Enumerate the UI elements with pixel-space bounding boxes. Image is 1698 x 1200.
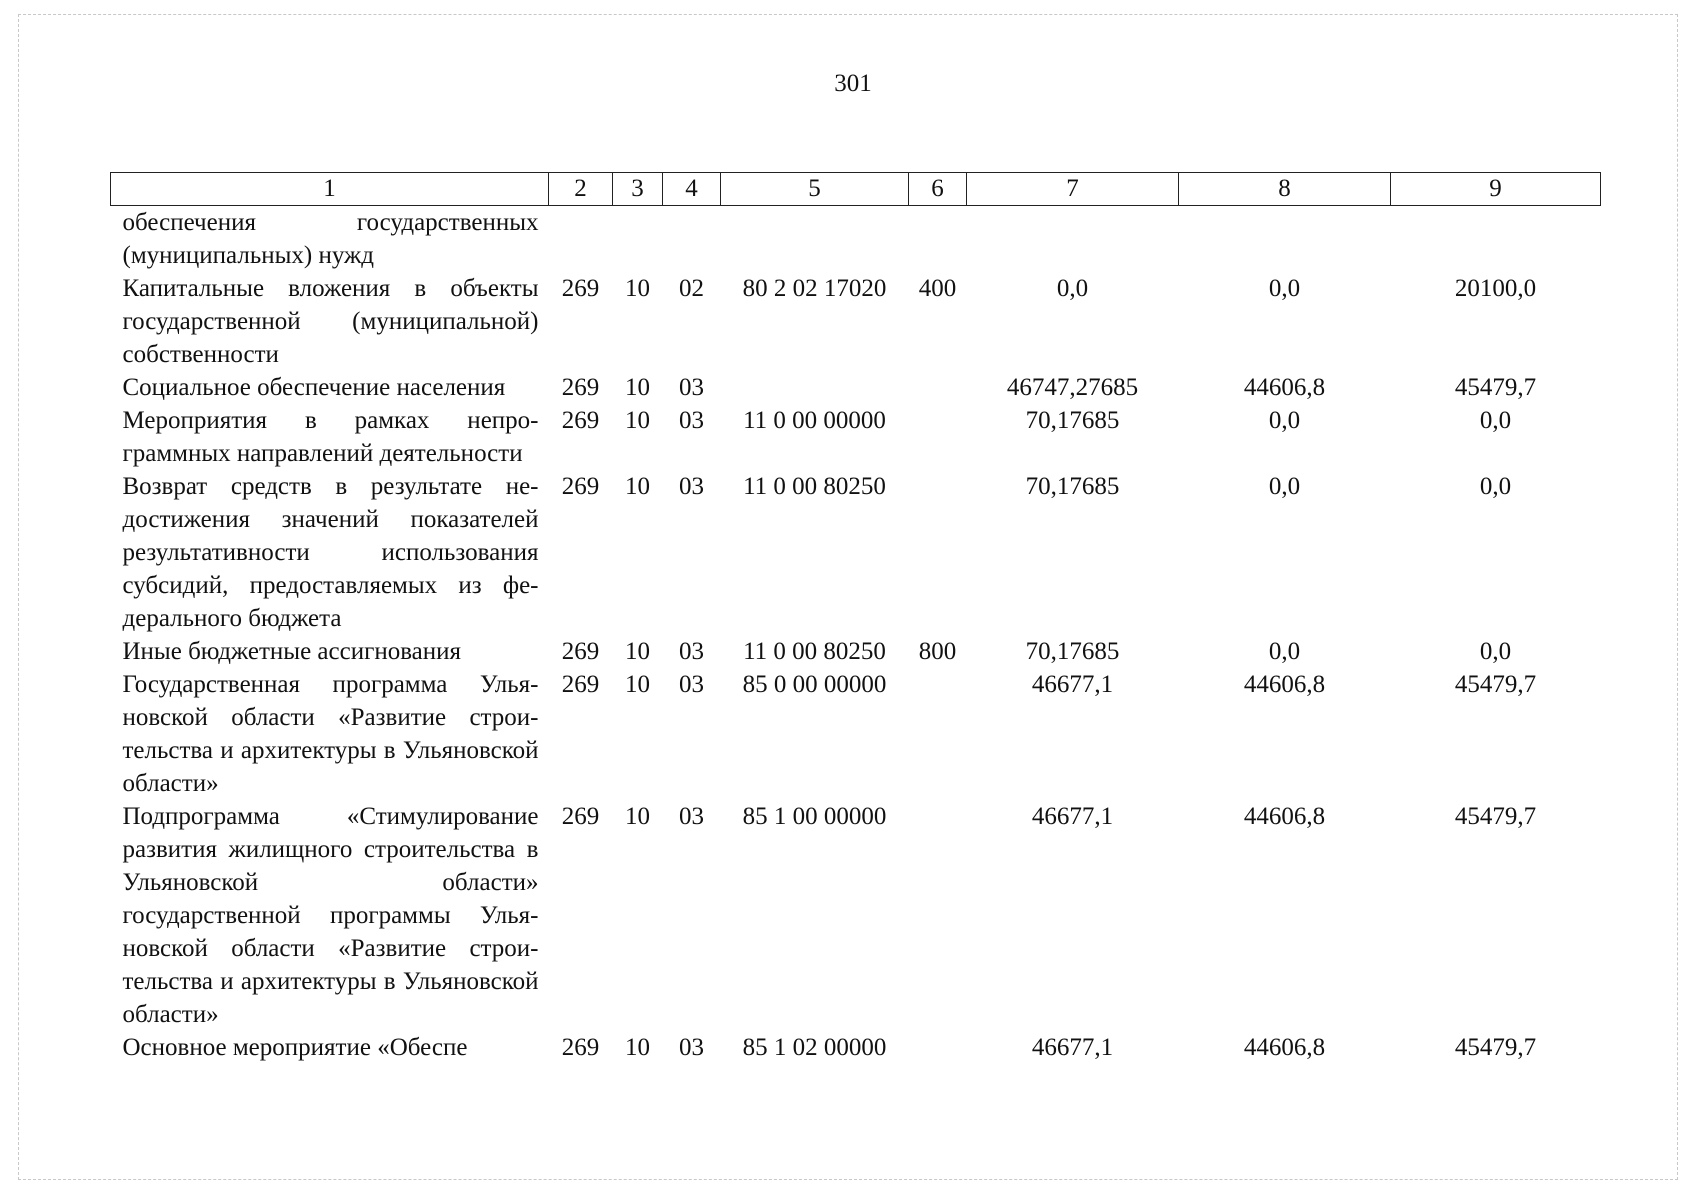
amount-col-8: 0,0 [1268, 473, 1301, 500]
subsection: 03 [679, 374, 704, 401]
expense-type [909, 800, 967, 1031]
amount-col-8: 44606,8 [1243, 374, 1326, 401]
table-row [111, 371, 1601, 404]
row-name: Подпрограмма «Стимулирование развития жилищного строительства в Ульяновской области» государственной программы Ульяновской области «Развитие строительства и архитектуры в Ульяновской области» [122, 803, 539, 1028]
budget-code: 269 [561, 638, 600, 665]
table-row [111, 470, 1601, 635]
table-row [111, 1031, 1601, 1064]
target-article [721, 206, 909, 273]
page-number: 301 [834, 70, 872, 97]
header-col-7: 7 [967, 173, 1179, 206]
row-name: Иные бюджетные ассигнования [122, 638, 462, 665]
target-article: 85 1 00 00000 [742, 803, 887, 830]
amount-col-9: 0,0 [1479, 638, 1512, 665]
header-col-1: 1 [111, 173, 549, 206]
expense-type [909, 404, 967, 470]
amount-col-8 [1179, 206, 1391, 273]
target-article: 85 0 00 00000 [742, 671, 887, 698]
amount-col-8: 44606,8 [1243, 671, 1326, 698]
header-col-6: 6 [909, 173, 967, 206]
section: 10 [625, 803, 650, 830]
amount-col-7: 70,17685 [1025, 473, 1120, 500]
section: 10 [625, 638, 650, 665]
header-col-2: 2 [549, 173, 613, 206]
amount-col-8: 44606,8 [1243, 1034, 1326, 1061]
amount-col-7: 46677,1 [1031, 1034, 1114, 1061]
table-row [111, 206, 1601, 273]
amount-col-8: 0,0 [1268, 407, 1301, 434]
amount-col-7: 0,0 [1056, 275, 1089, 302]
budget-code: 269 [561, 407, 600, 434]
subsection: 03 [679, 638, 704, 665]
subsection: 03 [679, 671, 704, 698]
row-name: Основное мероприятие «Обеспе [122, 1034, 468, 1061]
header-col-4: 4 [663, 173, 721, 206]
expense-type [909, 371, 967, 404]
section: 10 [625, 407, 650, 434]
expense-type: 400 [918, 275, 957, 302]
target-article: 11 0 00 80250 [743, 473, 886, 500]
budget-code: 269 [561, 275, 600, 302]
amount-col-7: 46747,27685 [1006, 374, 1139, 401]
row-name: Капитальные вложения в объекты государственной (муниципальной) собственности [122, 275, 539, 368]
amount-col-8: 0,0 [1268, 638, 1301, 665]
section: 10 [625, 1034, 650, 1061]
row-name: Мероприятия в рамках непрограммных направлений деятельности [122, 407, 539, 467]
amount-col-7: 70,17685 [1025, 638, 1120, 665]
row-name: Социальное обеспечение населения [122, 374, 506, 401]
header-col-3: 3 [613, 173, 663, 206]
table-row [111, 272, 1601, 371]
row-name: Возврат средств в результате недостижения значений показателей результативности использования субсидий, предоставляемых из федерального бюджета [122, 473, 539, 632]
budget-code: 269 [561, 671, 600, 698]
expense-type [909, 1031, 967, 1064]
subsection [663, 206, 721, 273]
budget-code [549, 206, 613, 273]
budget-code: 269 [561, 473, 600, 500]
amount-col-7: 46677,1 [1031, 803, 1114, 830]
header-col-9: 9 [1391, 173, 1601, 206]
amount-col-9: 0,0 [1479, 473, 1512, 500]
header-col-5: 5 [721, 173, 909, 206]
amount-col-9: 0,0 [1479, 407, 1512, 434]
amount-col-9: 45479,7 [1454, 374, 1537, 401]
table-row [111, 800, 1601, 1031]
section [613, 206, 663, 273]
target-article: 11 0 00 00000 [743, 407, 886, 434]
target-article: 11 0 00 80250 [743, 638, 886, 665]
amount-col-9: 45479,7 [1454, 803, 1537, 830]
target-article: 80 2 02 17020 [742, 275, 887, 302]
table-header [111, 173, 1601, 206]
row-name: Государственная программа Ульяновской области «Развитие строительства и архитектуры в Ульяновской области» [122, 671, 539, 797]
amount-col-7: 70,17685 [1025, 407, 1120, 434]
subsection: 03 [679, 803, 704, 830]
subsection: 02 [679, 275, 704, 302]
subsection: 03 [679, 407, 704, 434]
section: 10 [625, 275, 650, 302]
expense-type [909, 206, 967, 273]
amount-col-9: 45479,7 [1454, 671, 1537, 698]
table-row [111, 404, 1601, 470]
expense-type [909, 470, 967, 635]
section: 10 [625, 473, 650, 500]
section: 10 [625, 374, 650, 401]
amount-col-7: 46677,1 [1031, 671, 1114, 698]
budget-code: 269 [561, 374, 600, 401]
subsection: 03 [679, 1034, 704, 1061]
expense-type [909, 668, 967, 800]
table-row [111, 668, 1601, 800]
header-row [111, 173, 1601, 206]
target-article [721, 371, 909, 404]
table-body [111, 206, 1601, 1065]
amount-col-9: 45479,7 [1454, 1034, 1537, 1061]
expense-type: 800 [918, 638, 957, 665]
budget-table [110, 172, 1601, 1064]
row-name: обеспечения государственных (муниципальных) нужд [122, 209, 539, 269]
amount-col-8: 0,0 [1268, 275, 1301, 302]
header-col-8: 8 [1179, 173, 1391, 206]
budget-code: 269 [561, 1034, 600, 1061]
budget-code: 269 [561, 803, 600, 830]
subsection: 03 [679, 473, 704, 500]
amount-col-8: 44606,8 [1243, 803, 1326, 830]
amount-col-9: 20100,0 [1454, 275, 1537, 302]
amount-col-9 [1391, 206, 1601, 273]
amount-col-7 [967, 206, 1179, 273]
table-row [111, 635, 1601, 668]
section: 10 [625, 671, 650, 698]
target-article: 85 1 02 00000 [742, 1034, 887, 1061]
